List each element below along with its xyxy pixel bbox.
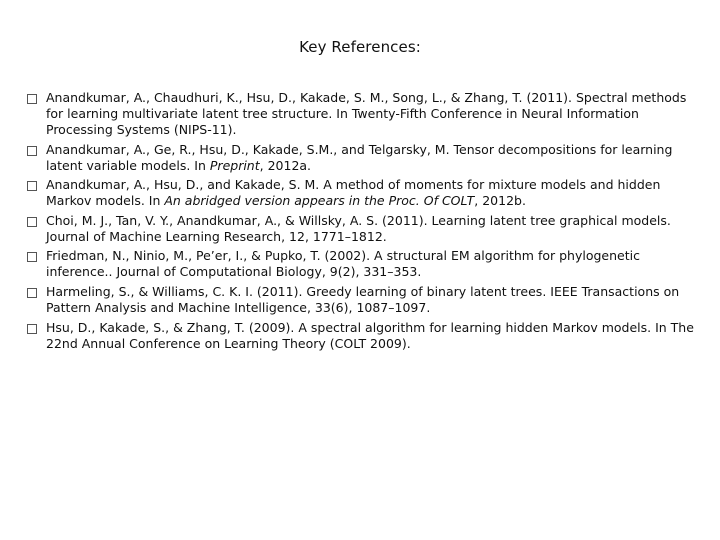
reference-item bbox=[25, 284, 695, 316]
reference-text-italic: Preprint bbox=[209, 157, 260, 173]
reference-text-main: Anandkumar, A., Ge, R., Hsu, D., Kakade, S.M., and Telgarsky, M. Tensor decompositions for learning latent variable models. In bbox=[46, 141, 673, 173]
reference-text: Harmeling, S., & Williams, C. K. I. (2011). Greedy learning of binary latent trees. IEEE Transactions on Pattern Analysis and Machine Intelligence, 33(6), 1087–1097. bbox=[46, 283, 680, 315]
reference-text bbox=[46, 177, 695, 209]
checkbox-bullet-icon bbox=[27, 288, 37, 298]
reference-item bbox=[25, 213, 695, 245]
reference-text: Hsu, D., Kakade, S., & Zhang, T. (2009). A spectral algorithm for learning hidden Markov models. In The 22nd Annual Conference on Learning Theory (COLT 2009). bbox=[46, 319, 694, 351]
reference-list bbox=[25, 90, 695, 355]
page-title: Key References: bbox=[299, 38, 421, 56]
reference-text-italic: An abridged version appears in the Proc. Of COLT bbox=[164, 193, 475, 209]
reference-text-tail: , 2012b. bbox=[474, 193, 526, 209]
checkbox-bullet-icon bbox=[27, 94, 37, 104]
reference-text: Anandkumar, A., Chaudhuri, K., Hsu, D., Kakade, S. M., Song, L., & Zhang, T. (2011). Spectral methods for learning multivariate latent tree structure. In Twenty-Fifth Conference in Neural Information Processing Systems (NIPS-11). bbox=[46, 90, 687, 137]
reference-item bbox=[25, 177, 695, 209]
checkbox-bullet-icon bbox=[27, 217, 37, 227]
reference-item bbox=[25, 142, 695, 174]
checkbox-bullet-icon bbox=[27, 146, 37, 156]
reference-text-tail: , 2012a. bbox=[259, 157, 312, 173]
checkbox-bullet-icon bbox=[27, 181, 37, 191]
reference-text-main: Anandkumar, A., Hsu, D., and Kakade, S. M. A method of moments for mixture models and hidden Markov models. In bbox=[46, 177, 661, 209]
reference-text: Choi, M. J., Tan, V. Y., Anandkumar, A., & Willsky, A. S. (2011). Learning latent tree graphical models. Journal of Machine Learning Research, 12, 1771–1812. bbox=[46, 212, 671, 244]
reference-item bbox=[25, 90, 695, 138]
reference-text: Friedman, N., Ninio, M., Pe’er, I., & Pupko, T. (2002). A structural EM algorithm for phylogenetic inference.. Journal of Computational Biology, 9(2), 331–353. bbox=[46, 248, 640, 280]
checkbox-bullet-icon bbox=[27, 252, 37, 262]
reference-item bbox=[25, 248, 695, 280]
reference-text bbox=[46, 142, 695, 174]
reference-item bbox=[25, 320, 695, 352]
checkbox-bullet-icon bbox=[27, 324, 37, 334]
